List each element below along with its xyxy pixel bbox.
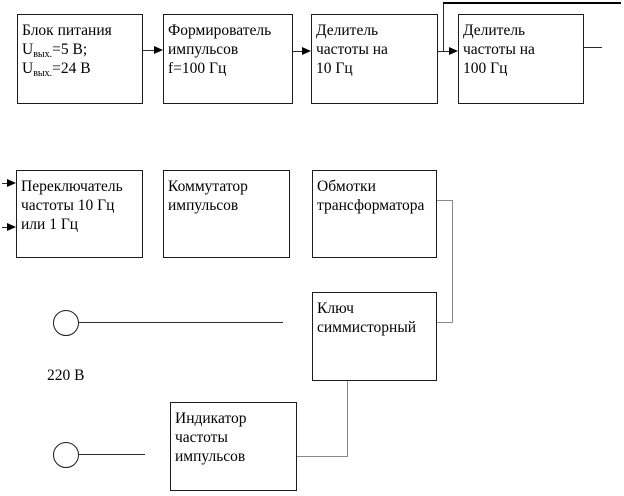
block-pulse-shaper-line2: импульсов (168, 41, 239, 58)
u-subscript: вых. (33, 49, 53, 60)
block-transformer-windings-line2: трансформатора (317, 197, 425, 214)
block-freq-switch-line1: Переключатель (21, 178, 123, 195)
block-divider10-line2: частоты на (316, 41, 388, 58)
block-frequency-switch (16, 170, 143, 258)
block-freq-switch-line3: или 1 Гц (21, 216, 79, 233)
block-frequency-divider-100 (458, 14, 584, 104)
connector-top-feedback-line (443, 2, 621, 4)
block-divider100-line1: Делитель (463, 22, 526, 39)
terminal-circle-bottom (53, 442, 79, 468)
block-pulse-shaper-line3: f=100 Гц (168, 60, 227, 77)
block-power-supply-line3 (22, 59, 139, 78)
mains-voltage-label: 220 В (47, 367, 85, 384)
connector-divider100-output-stub (583, 47, 602, 48)
arrowhead-input-freq-switch-lower (7, 223, 16, 231)
block-divider100-line3: 100 Гц (463, 60, 508, 77)
connector-triac-elbow-vertical (347, 381, 348, 456)
connector-terminal-bottom-line (79, 454, 145, 455)
block-divider10-line3: 10 Гц (316, 60, 353, 77)
block-pulse-frequency-indicator (170, 402, 297, 491)
block-power-supply-line1: Блок питания (22, 22, 112, 39)
block-transformer-windings (312, 170, 437, 258)
block-power-supply (17, 14, 143, 104)
block-triac-switch-line2: симмисторный (317, 319, 417, 336)
block-indicator-line1: Индикатор (175, 410, 247, 427)
block-pulse-commutator-line2: импульсов (168, 197, 239, 214)
block-divider100-line2: частоты на (463, 41, 535, 58)
connector-terminal-top-line (79, 322, 283, 323)
block-divider10-line1: Делитель (316, 22, 379, 39)
arrowhead-divider10-to-divider100 (449, 47, 458, 55)
block-pulse-shaper-line1: Формирователь (168, 22, 272, 39)
connector-riser-to-top-line (443, 3, 444, 51)
block-indicator-line2: частоты (175, 429, 228, 446)
u-symbol: U (22, 60, 34, 77)
block-pulse-commutator (163, 170, 290, 258)
block-pulse-commutator-line1: Коммутатор (168, 178, 248, 195)
connector-windings-elbow-vertical (452, 200, 453, 323)
terminal-circle-top (53, 310, 79, 336)
block-power-supply-line2 (22, 40, 139, 59)
block-triac-switch (312, 292, 437, 381)
block-transformer-windings-line1: Обмотки (317, 178, 376, 195)
arrowhead-power-to-shaper (154, 46, 163, 54)
u-subscript: вых. (33, 68, 53, 79)
arrowhead-input-freq-switch-upper (7, 179, 16, 187)
block-freq-switch-line2: частоты 10 Гц (21, 197, 115, 214)
block-pulse-shaper (163, 14, 293, 104)
u-value: =5 В; (52, 41, 88, 58)
connector-windings-elbow-bottom (437, 322, 453, 323)
block-triac-switch-line1: Ключ (317, 300, 354, 317)
connector-windings-elbow-top (437, 200, 453, 201)
arrowhead-shaper-to-divider10 (302, 47, 311, 55)
connector-triac-elbow-horizontal (297, 456, 348, 457)
block-indicator-line3: импульсов (175, 448, 246, 465)
u-symbol: U (22, 41, 34, 58)
block-frequency-divider-10 (311, 14, 438, 104)
u-value: =24 В (52, 60, 91, 77)
